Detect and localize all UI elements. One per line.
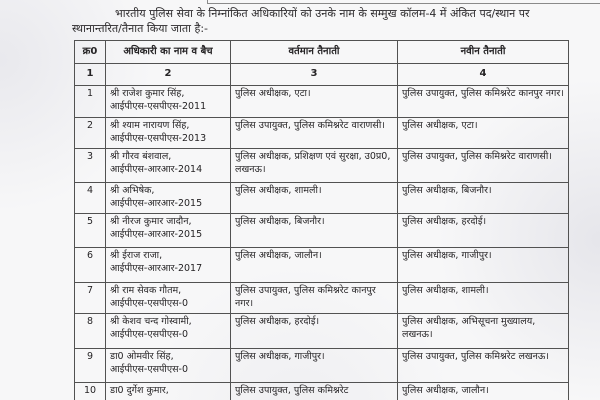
table-row xyxy=(75,118,569,149)
officer-name: श्री केशव चन्द गोस्वामी, xyxy=(110,316,192,327)
new-posting-cell: पुलिस अधीक्षक, एटा। xyxy=(398,118,569,149)
current-posting-cell: पुलिस अधीक्षक, एटा। xyxy=(231,86,398,118)
officer-batch: आईपीएस-एसपीएस-2011 xyxy=(110,100,207,112)
intro-line-1: भारतीय पुलिस सेवा के निम्नांकित अधिकारियों को उनके नाम के सम्मुख कॉलम-4 में अंकित पद/स्थान पर xyxy=(115,7,530,20)
table-row xyxy=(75,383,569,400)
officer-batch: आईपीएस-आरआर-2014 xyxy=(110,163,203,175)
officer-batch: आईपीएस-एसपीएस-0 xyxy=(110,363,189,375)
new-posting-cell: पुलिस अधीक्षक, शामली। xyxy=(398,283,569,314)
serial-cell: 1 xyxy=(75,86,106,118)
officer-name: श्री गौरव बंशवाल, xyxy=(110,151,172,162)
new-posting-cell: पुलिस उपायुक्त, पुलिस कमिश्नरेट वाराणसी। xyxy=(398,149,569,183)
officer-name: श्री राम सेवक गौतम, xyxy=(110,285,182,296)
column-number-3: 3 xyxy=(231,64,398,86)
header-current-posting: वर्तमान तैनाती xyxy=(231,41,398,64)
officer-batch: आईपीएस-आरआर-2015 xyxy=(110,197,203,209)
current-posting-cell: पुलिस उपायुक्त, पुलिस कमिश्नरेट वाराणसी। xyxy=(231,118,398,149)
officer-name: श्री ईराज राजा, xyxy=(110,250,163,261)
officer-name-cell xyxy=(106,383,231,400)
officer-name-cell xyxy=(106,349,231,383)
new-posting-cell: पुलिस अधीक्षक, बिजनौर। xyxy=(398,183,569,214)
transfer-table xyxy=(74,40,569,400)
table-row xyxy=(75,86,569,118)
new-posting-cell: पुलिस उपायुक्त, पुलिस कमिश्नरेट लखनऊ। xyxy=(398,349,569,383)
current-posting-cell: पुलिस अधीक्षक, जालौन। xyxy=(231,248,398,283)
officer-name: श्री श्याम नारायण सिंह, xyxy=(110,120,190,131)
officer-name: श्री अभिषेक, xyxy=(110,185,155,196)
officer-name-cell xyxy=(106,283,231,314)
table-row xyxy=(75,248,569,283)
serial-cell: 9 xyxy=(75,349,106,383)
table-header-row xyxy=(75,41,569,64)
table-row xyxy=(75,314,569,349)
column-number-2: 2 xyxy=(106,64,231,86)
table-row xyxy=(75,283,569,314)
intro-paragraph xyxy=(72,6,584,36)
current-posting-cell: पुलिस अधीक्षक, प्रशिक्षण एवं सुरक्षा, उ0प्र0, लखनऊ। xyxy=(231,149,398,183)
officer-name: डा0 दुर्गेश कुमार, xyxy=(110,385,169,396)
serial-cell: 2 xyxy=(75,118,106,149)
table-row xyxy=(75,214,569,248)
table-row xyxy=(75,349,569,383)
officer-batch: आईपीएस-आरआर-2017 xyxy=(110,262,203,274)
officer-name-cell xyxy=(106,118,231,149)
officer-batch: आईपीएस-एसपीएस-2013 xyxy=(110,132,207,144)
table-row xyxy=(75,149,569,183)
serial-cell: 3 xyxy=(75,149,106,183)
header-officer-name: अधिकारी का नाम व बैच xyxy=(106,41,231,64)
current-posting-cell: पुलिस अधीक्षक, बिजनौर। xyxy=(231,214,398,248)
current-posting-cell: पुलिस उपायुक्त, पुलिस कमिश्नरेट कानपुर नगर। xyxy=(231,283,398,314)
serial-cell: 6 xyxy=(75,248,106,283)
new-posting-cell: पुलिस अधीक्षक, गाजीपुर। xyxy=(398,248,569,283)
column-number-row xyxy=(75,64,569,86)
officer-batch: आईपीएस-एसपीएस-0 xyxy=(110,328,189,340)
header-serial: क्र0 xyxy=(75,41,106,64)
current-posting-cell: पुलिस अधीक्षक, हरदोई। xyxy=(231,314,398,349)
current-posting-cell: पुलिस अधीक्षक, गाजीपुर। xyxy=(231,349,398,383)
officer-name-cell xyxy=(106,314,231,349)
serial-cell: 8 xyxy=(75,314,106,349)
current-posting-cell: पुलिस उपायुक्त, पुलिस कमिश्नरेट xyxy=(231,383,398,400)
table-row xyxy=(75,183,569,214)
officer-name-cell xyxy=(106,214,231,248)
officer-name-cell xyxy=(106,248,231,283)
new-posting-cell: पुलिस अधीक्षक, हरदोई। xyxy=(398,214,569,248)
serial-cell: 10 xyxy=(75,383,106,400)
intro-line-2: स्थानान्तरित/तैनात किया जाता है:- xyxy=(72,22,209,35)
previous-section-border xyxy=(207,0,600,4)
serial-cell: 5 xyxy=(75,214,106,248)
officer-batch: आईपीएस-आरआर-2015 xyxy=(110,228,203,240)
officer-name: श्री नीरज कुमार जादौन, xyxy=(110,216,192,227)
officer-name-cell xyxy=(106,183,231,214)
header-new-posting: नवीन तैनाती xyxy=(398,41,569,64)
column-number-4: 4 xyxy=(398,64,569,86)
current-posting-cell: पुलिस अधीक्षक, शामली। xyxy=(231,183,398,214)
new-posting-cell: पुलिस अधीक्षक, अभिसूचना मुख्यालय, लखनऊ। xyxy=(398,314,569,349)
officer-name-cell xyxy=(106,86,231,118)
officer-name: डा0 ओमवीर सिंह, xyxy=(110,351,174,362)
serial-cell: 4 xyxy=(75,183,106,214)
column-number-1: 1 xyxy=(75,64,106,86)
new-posting-cell: पुलिस अधीक्षक, जालौन। xyxy=(398,383,569,400)
officer-name-cell xyxy=(106,149,231,183)
officer-name: श्री राजेश कुमार सिंह, xyxy=(110,88,185,99)
officer-batch: आईपीएस-एसपीएस-0 xyxy=(110,297,189,309)
serial-cell: 7 xyxy=(75,283,106,314)
new-posting-cell: पुलिस उपायुक्त, पुलिस कमिश्नरेट कानपुर नगर। xyxy=(398,86,569,118)
